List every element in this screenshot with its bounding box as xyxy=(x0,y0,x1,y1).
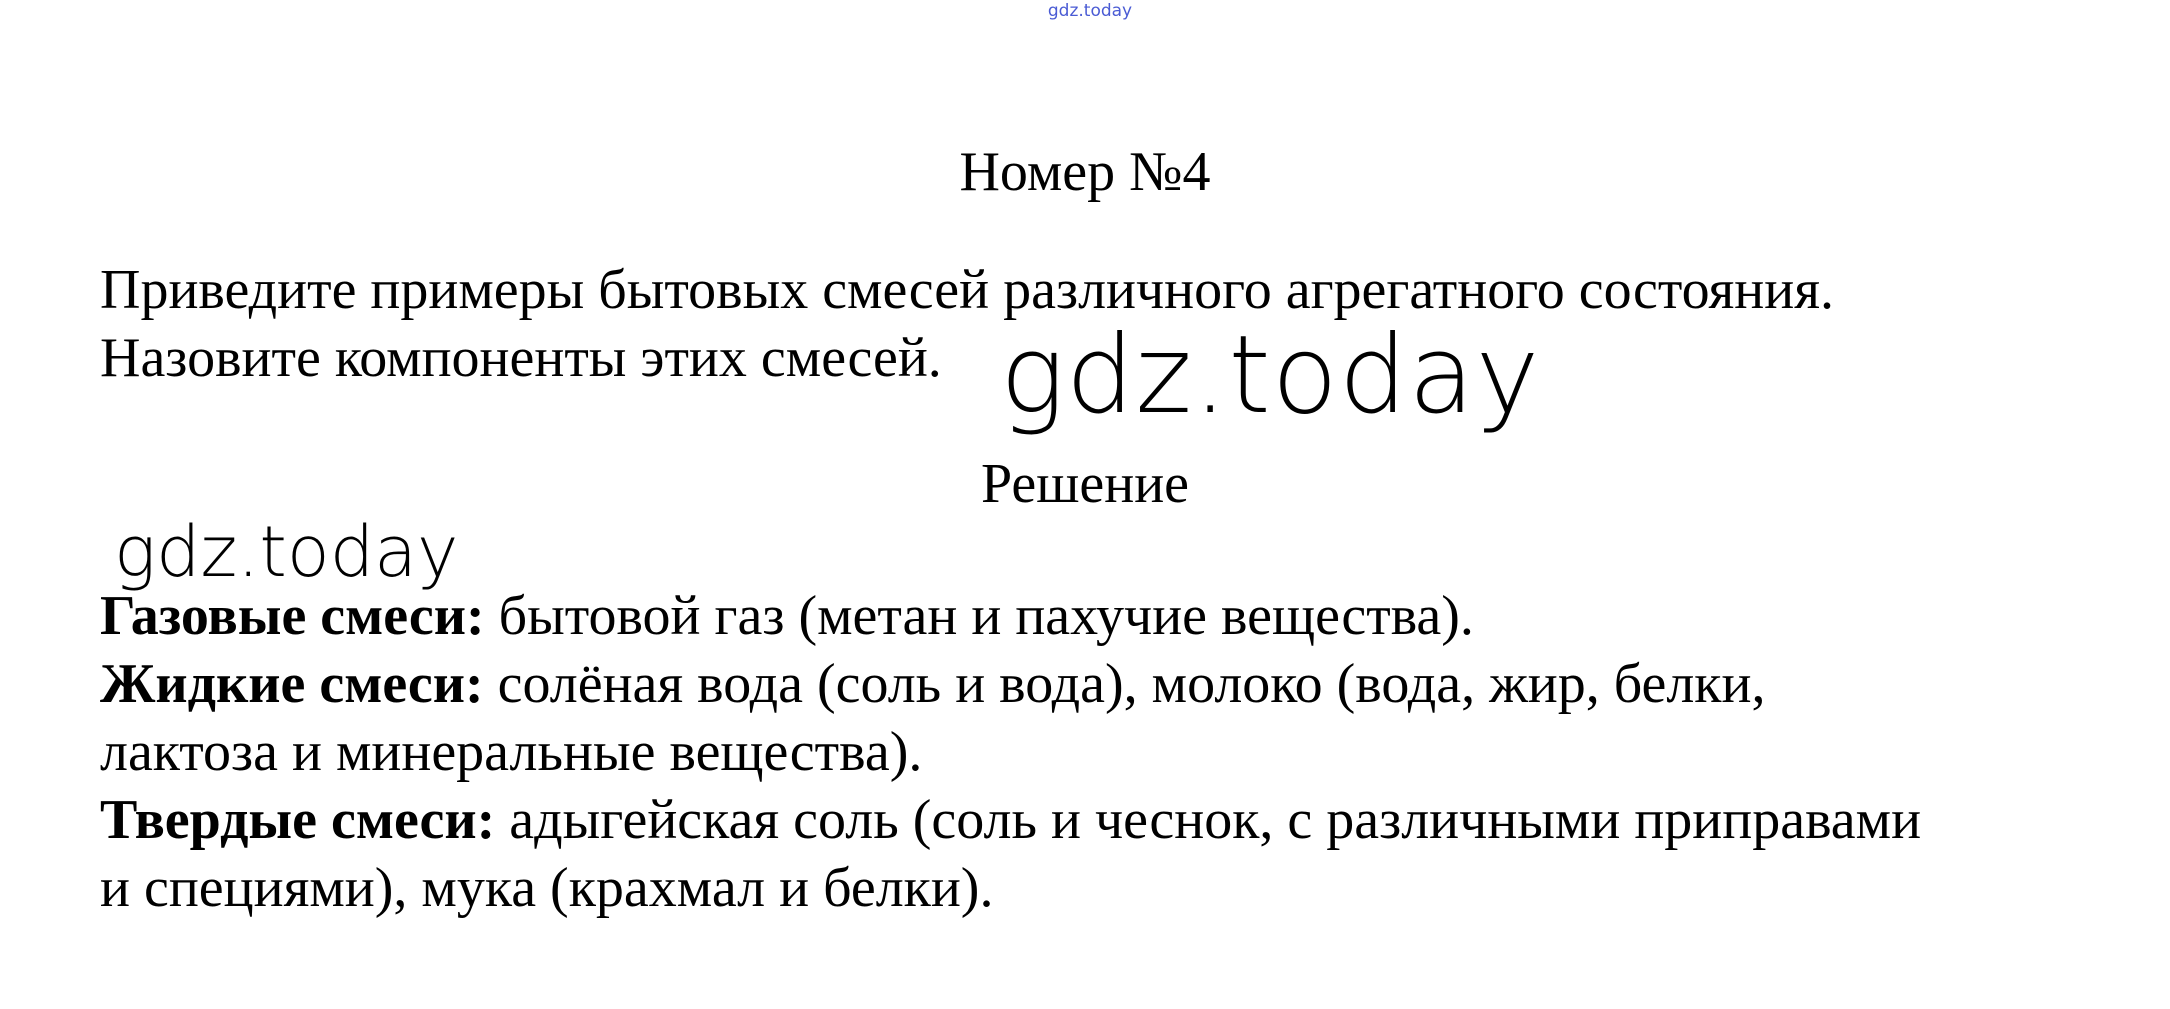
top-watermark: gdz.today xyxy=(1047,1,1133,21)
solution-heading: Решение xyxy=(980,453,1190,515)
task-statement xyxy=(100,256,1834,392)
solution-body xyxy=(100,582,1921,922)
answer-liquid-mixtures xyxy=(100,650,1921,786)
page-title: Номер №4 xyxy=(959,141,1211,203)
answer-label: Жидкие смеси: xyxy=(100,653,484,715)
answer-gas-mixtures xyxy=(100,582,1921,650)
answer-label: Твердые смеси: xyxy=(100,789,496,851)
small-watermark-logo: gdz.today xyxy=(114,511,459,593)
answer-text: адыгейская соль (соль и чеснок, с различными приправами xyxy=(495,789,1922,851)
task-line-2: Назовите компоненты этих смесей. xyxy=(100,327,942,389)
answer-text: бытовой газ (метан и пахучие вещества). xyxy=(484,585,1474,647)
answer-label: Газовые смеси: xyxy=(100,585,485,647)
answer-solid-mixtures xyxy=(100,786,1921,922)
task-line-1: Приведите примеры бытовых смесей различного агрегатного состояния. xyxy=(100,259,1835,321)
answer-text: и специями), мука (крахмал и белки). xyxy=(100,857,994,919)
answer-text: лактоза и минеральные вещества). xyxy=(100,721,923,783)
answer-text: солёная вода (соль и вода), молоко (вода, жир, белки, xyxy=(483,653,1766,715)
large-watermark-logo: gdz.today xyxy=(1000,313,1541,438)
